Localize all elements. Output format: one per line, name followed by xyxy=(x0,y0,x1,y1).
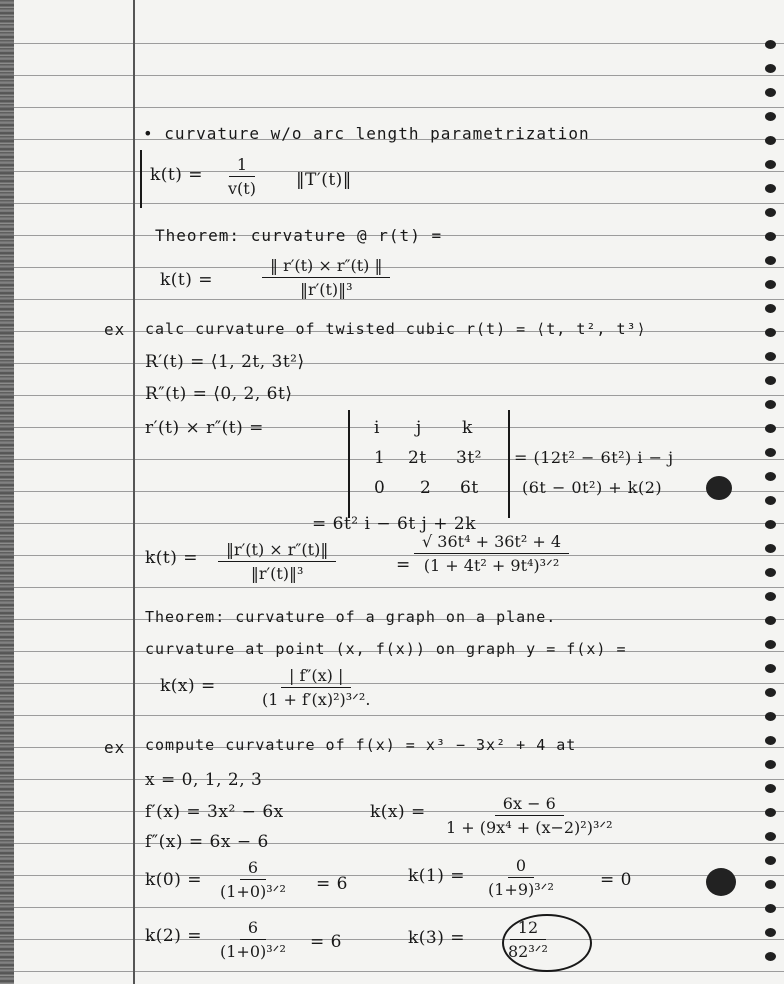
k2-numerator: 6 xyxy=(240,918,266,940)
formula2-numerator: ‖ r′(t) × r″(t) ‖ xyxy=(262,256,390,278)
matrix-cell: 3t² xyxy=(456,448,482,468)
binder-hole xyxy=(765,808,776,817)
ex1-k-equals: = xyxy=(396,555,411,575)
matrix-cell: 0 xyxy=(374,478,386,498)
k1-fraction xyxy=(488,856,554,899)
k2-left: k(2) = xyxy=(145,926,203,946)
binder-hole xyxy=(765,784,776,793)
k3-left: k(3) = xyxy=(408,928,466,948)
ex2-k-numerator: 6x − 6 xyxy=(495,794,564,816)
binder-hole xyxy=(765,688,776,697)
binder-hole xyxy=(765,160,776,169)
ink-blot xyxy=(706,476,732,500)
k0-denominator: (1+0)³ᐟ² xyxy=(220,882,286,901)
k1-result: = 0 xyxy=(600,870,632,890)
binder-hole xyxy=(765,520,776,529)
binder-hole xyxy=(765,328,776,337)
formula3-left: k(x) = xyxy=(160,676,216,696)
binder-hole xyxy=(765,352,776,361)
formula1-right: ‖T′(t)‖ xyxy=(296,170,352,190)
ex2-task: compute curvature of f(x) = x³ − 3x² + 4 at xyxy=(145,736,577,754)
ex2-k-fraction xyxy=(446,794,613,837)
k2-denominator: (1+0)³ᐟ² xyxy=(220,942,286,961)
formula1-left: k(t) = xyxy=(150,165,204,185)
binder-hole xyxy=(765,640,776,649)
torn-edge xyxy=(0,0,14,984)
ex2-fdouble: f″(x) = 6x − 6 xyxy=(145,832,269,852)
matrix-cell: 6t xyxy=(460,478,479,498)
k0-left: k(0) = xyxy=(145,870,203,890)
binder-hole xyxy=(765,712,776,721)
k3-denominator: 82³ᐟ² xyxy=(508,942,548,961)
ink-blot xyxy=(706,868,736,896)
ex1-k-fraction2 xyxy=(414,532,569,575)
matrix-cell: j xyxy=(416,418,422,438)
binder-hole xyxy=(765,592,776,601)
formula1-fraction xyxy=(228,155,256,198)
binder-hole xyxy=(765,856,776,865)
ex1-marker: ex xyxy=(104,320,126,339)
binder-hole xyxy=(765,304,776,313)
binder-hole xyxy=(765,472,776,481)
binder-hole xyxy=(765,880,776,889)
binder-hole xyxy=(765,88,776,97)
answer-circle xyxy=(502,914,592,972)
binder-hole xyxy=(765,616,776,625)
formula3-fraction xyxy=(262,666,370,709)
k1-left: k(1) = xyxy=(408,866,466,886)
matrix-cell: k xyxy=(462,418,473,438)
binder-hole xyxy=(765,424,776,433)
ex1-cross-result1: = (12t² − 6t²) i − j xyxy=(514,448,674,467)
binder-hole xyxy=(765,736,776,745)
ex2-fprime: f′(x) = 3x² − 6x xyxy=(145,802,284,822)
formula3-denominator: (1 + f′(x)²)³ᐟ². xyxy=(262,690,371,709)
binder-hole xyxy=(765,928,776,937)
k1-numerator: 0 xyxy=(508,856,534,878)
binder-hole xyxy=(765,664,776,673)
ex1-task: calc curvature of twisted cubic r(t) = ⟨t, t², t³⟩ xyxy=(145,320,647,338)
formula-box-edge xyxy=(140,150,142,208)
matrix-cell: 1 xyxy=(374,448,386,468)
binder-hole xyxy=(765,760,776,769)
binder-hole xyxy=(765,400,776,409)
ex2-k-left: k(x) = xyxy=(370,802,426,822)
binder-hole xyxy=(765,904,776,913)
binder-hole xyxy=(765,256,776,265)
k0-numerator: 6 xyxy=(240,858,266,880)
binder-hole xyxy=(765,64,776,73)
binder-hole xyxy=(765,496,776,505)
binder-hole xyxy=(765,40,776,49)
ex2-k-denominator: 1 + (9x⁴ + (x−2)²)³ᐟ² xyxy=(446,818,613,837)
ex1-cross-simplified: = 6t² i − 6t j + 2k xyxy=(312,514,476,534)
ex1-rprime: R′(t) = ⟨1, 2t, 3t²⟩ xyxy=(145,352,305,372)
k2-fraction xyxy=(220,918,286,961)
margin-line xyxy=(133,0,135,984)
heading-note: • curvature w/o arc length parametrization xyxy=(143,124,590,143)
matrix-cell: 2 xyxy=(420,478,432,498)
binder-hole xyxy=(765,952,776,961)
binder-hole xyxy=(765,136,776,145)
ex2-points: x = 0, 1, 2, 3 xyxy=(145,770,263,790)
k2-result: = 6 xyxy=(310,932,342,952)
matrix-cell: i xyxy=(374,418,380,438)
binder-hole xyxy=(765,544,776,553)
theorem2-line2: curvature at point (x, f(x)) on graph y = f(x) = xyxy=(145,640,627,658)
binder-hole xyxy=(765,208,776,217)
binder-hole xyxy=(765,568,776,577)
spiral-holes xyxy=(756,0,784,984)
matrix-cell: 2t xyxy=(408,448,427,468)
k0-result: = 6 xyxy=(316,874,348,894)
formula3-numerator: | f″(x) | xyxy=(281,666,351,688)
ex1-cross-left: r′(t) × r″(t) = xyxy=(145,418,264,438)
determinant-bar-left xyxy=(348,410,350,518)
ex1-cross-result2: (6t − 0t²) + k(2) xyxy=(522,478,663,497)
formula2-denominator: ‖r′(t)‖³ xyxy=(299,280,353,299)
theorem2: Theorem: curvature of a graph on a plane. xyxy=(145,608,557,626)
formula1-denominator: v(t) xyxy=(228,179,256,198)
ex1-k-left: k(t) = xyxy=(145,548,199,568)
ex1-k-denominator2: (1 + 4t² + 9t⁴)³ᐟ² xyxy=(423,556,560,575)
binder-hole xyxy=(765,376,776,385)
binder-hole xyxy=(765,280,776,289)
ex1-k-numerator2: √ 36t⁴ + 36t² + 4 xyxy=(414,532,569,554)
formula2-left: k(t) = xyxy=(160,270,214,290)
determinant-bar-right xyxy=(508,410,510,518)
binder-hole xyxy=(765,112,776,121)
theorem1: Theorem: curvature @ r(t) = xyxy=(155,226,443,245)
formula2-fraction xyxy=(262,256,390,299)
ex1-k-fraction xyxy=(218,540,336,583)
formula1-numerator: 1 xyxy=(229,155,255,177)
ex1-k-numerator: ‖r′(t) × r″(t)‖ xyxy=(218,540,336,562)
ex2-marker: ex xyxy=(104,738,126,757)
binder-hole xyxy=(765,832,776,841)
ex1-k-denominator: ‖r′(t)‖³ xyxy=(250,564,304,583)
binder-hole xyxy=(765,448,776,457)
k3-numerator: 12 xyxy=(510,918,546,940)
ex1-rdoubleprime: R″(t) = ⟨0, 2, 6t⟩ xyxy=(145,384,293,404)
k1-denominator: (1+9)³ᐟ² xyxy=(488,880,554,899)
binder-hole xyxy=(765,232,776,241)
k0-fraction xyxy=(220,858,286,901)
binder-hole xyxy=(765,184,776,193)
